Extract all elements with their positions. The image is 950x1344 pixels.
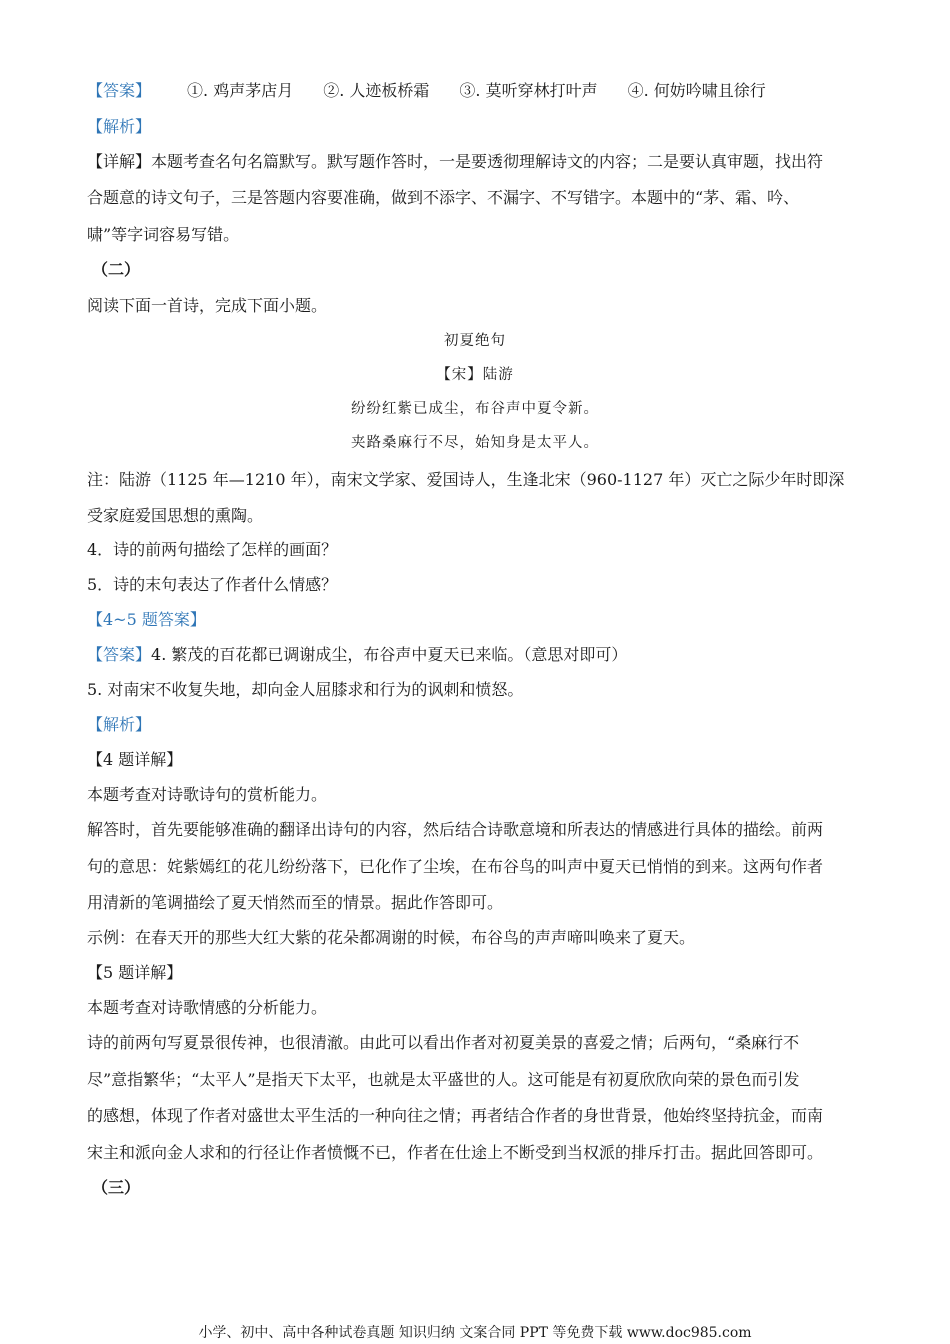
detail-4-header: 【4 题详解】: [87, 750, 183, 769]
answer-item-3: ③. 莫听穿林打叶声: [459, 81, 598, 100]
answer-item-4: ④. 何妨吟啸且徐行: [627, 81, 766, 100]
answer-line: [87, 80, 860, 102]
answer-tag: 【答案】: [87, 81, 152, 100]
poem-author: 【宋】陆游: [436, 367, 514, 383]
detail-line-3: 啸”等字词容易写错。: [87, 225, 240, 244]
answer-item-1: ①. 鸡声茅店月: [187, 81, 294, 100]
detail-line-2: 合题意的诗文句子，三是答题内容要准确，做到不添字、不漏字、不写错字。本题中的“茅、霜、吟、: [87, 188, 800, 207]
detail-5-line: 本题考查对诗歌情感的分析能力。: [87, 998, 328, 1017]
poem-line-2: 夹路桑麻行不尽，始知身是太平人。: [351, 435, 599, 451]
detail-5-line: 诗的前两句写夏景很传神，也很清澈。由此可以看出作者对初夏美景的喜爱之情；后两句，“桑麻行不: [87, 1033, 800, 1052]
answer-item-2: ②. 人迹板桥霜: [323, 81, 430, 100]
answer-4-text: 4. 繁茂的百花都已调谢成尘，布谷声中夏天已来临。（意思对即可）: [151, 645, 628, 664]
note-line-1: 注：陆游（1125 年—1210 年），南宋文学家、爱国诗人，生逢北宋（960-1127 年）灭亡之际少年时即深: [87, 470, 845, 489]
poem-title: 初夏绝句: [444, 333, 506, 349]
detail-4-line: 句的意思：姹紫嫣红的花儿纷纷落下，已化作了尘埃，在布谷鸟的叫声中夏天已悄悄的到来。这两句作者: [87, 857, 824, 876]
detail-4-line: 用清新的笔调描绘了夏天悄然而至的情景。据此作答即可。: [87, 893, 504, 912]
detail-5-line: 宋主和派向金人求和的行径让作者愤慨不已，作者在仕途上不断受到当权派的排斥打击。据此回答即可。: [87, 1143, 824, 1162]
detail-4-example: 示例：在春天开的那些大红大紫的花朵都凋谢的时候，布谷鸟的声声啼叫唤来了夏天。: [87, 928, 696, 947]
note-line-2: 受家庭爱国思想的熏陶。: [87, 506, 264, 525]
page-footer: 小学、初中、高中各种试卷真题 知识归纳 文案合同 PPT 等免费下载 www.doc985.com: [198, 1325, 752, 1341]
section-heading-2: （二）: [92, 260, 141, 279]
question-4: 4．诗的前两句描绘了怎样的画面？: [87, 540, 338, 559]
detail-5-line: 尽”意指繁华；“太平人”是指天下太平，也就是太平盛世的人。这可能是有初夏欣欣向荣的景色而引发: [87, 1070, 800, 1089]
detail-line-1: 【详解】本题考查名句名篇默写。默写题作答时，一是要透彻理解诗文的内容；二是要认真审题，找出符: [87, 152, 824, 171]
analysis-tag: 【解析】: [87, 117, 152, 136]
poem-line-1: 纷纷红紫已成尘，布谷声中夏令新。: [351, 401, 599, 417]
detail-5-line: 的感想，体现了作者对盛世太平生活的一种向往之情；再者结合作者的身世背景，他始终坚持抗金，而南: [87, 1106, 824, 1125]
analysis-tag: 【解析】: [87, 715, 152, 734]
answer-tag: 【答案】: [87, 645, 152, 664]
answer-5: 5. 对南宋不收复失地，却向金人屈膝求和行为的讽刺和愤怒。: [87, 680, 524, 699]
answer-4: [87, 644, 860, 666]
instruction: 阅读下面一首诗，完成下面小题。: [87, 296, 328, 315]
section-heading-3: （三）: [92, 1178, 141, 1197]
answer-header: 【4~5 题答案】: [87, 610, 206, 629]
detail-4-line: 本题考查对诗歌诗句的赏析能力。: [87, 785, 328, 804]
question-5: 5．诗的末句表达了作者什么情感？: [87, 575, 338, 594]
detail-5-header: 【5 题详解】: [87, 963, 183, 982]
detail-4-line: 解答时，首先要能够准确的翻译出诗句的内容，然后结合诗歌意境和所表达的情感进行具体的描绘。前两: [87, 820, 824, 839]
